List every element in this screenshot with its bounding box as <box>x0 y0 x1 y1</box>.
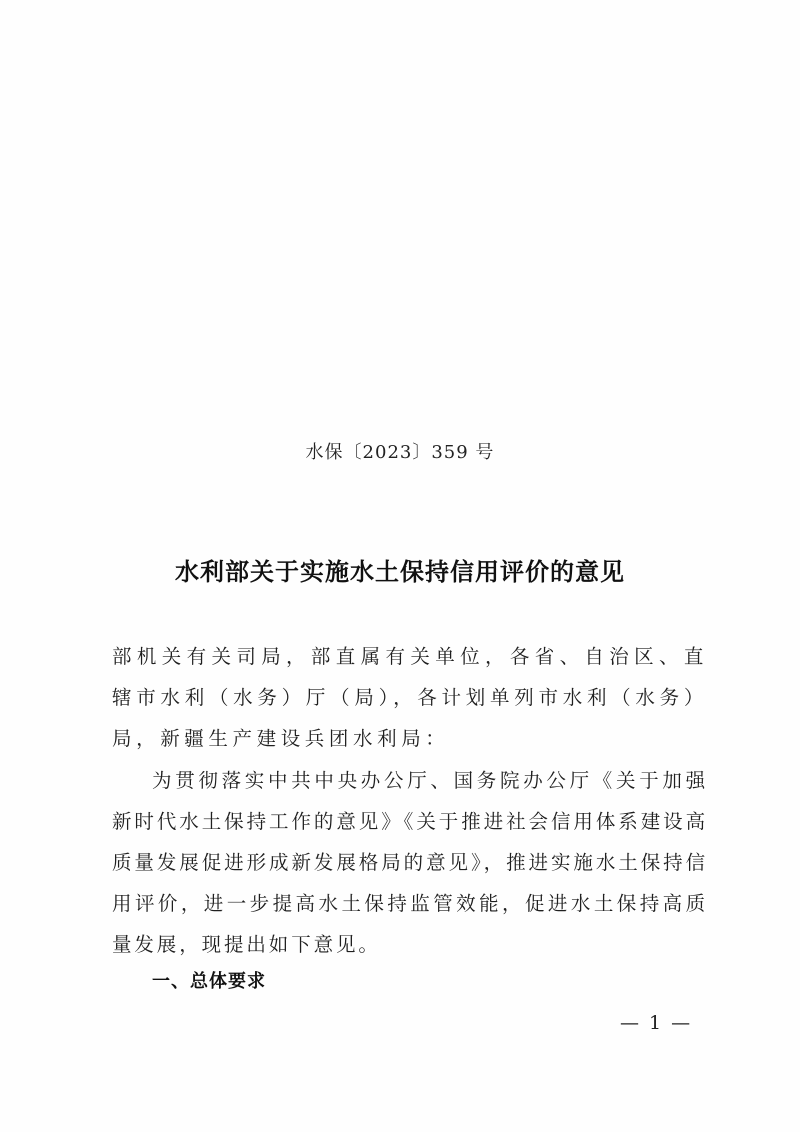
section-heading: 一、总体要求 <box>152 971 266 992</box>
document-title: 水利部关于实施水土保持信用评价的意见 <box>175 558 625 586</box>
document-number: 水保〔2023〕359 号 <box>305 442 495 463</box>
addressee-paragraph: 部机关有关司局，部直属有关单位，各省、自治区、直辖市水利（水务）厅（局），各计划单列市水利（水务）局，新疆生产建设兵团水利局： <box>112 645 708 750</box>
body-paragraph: 为贯彻落实中共中央办公厅、国务院办公厅《关于加强新时代水土保持工作的意见》《关于推进社会信用体系建设高质量发展促进形成新发展格局的意见》，推进实施水土保持信用评价，进一步提高水土保持监管效能，促进水土保持高质量发展，现提出如下意见。 <box>112 769 708 956</box>
page-number: — 1 — <box>620 1012 693 1034</box>
